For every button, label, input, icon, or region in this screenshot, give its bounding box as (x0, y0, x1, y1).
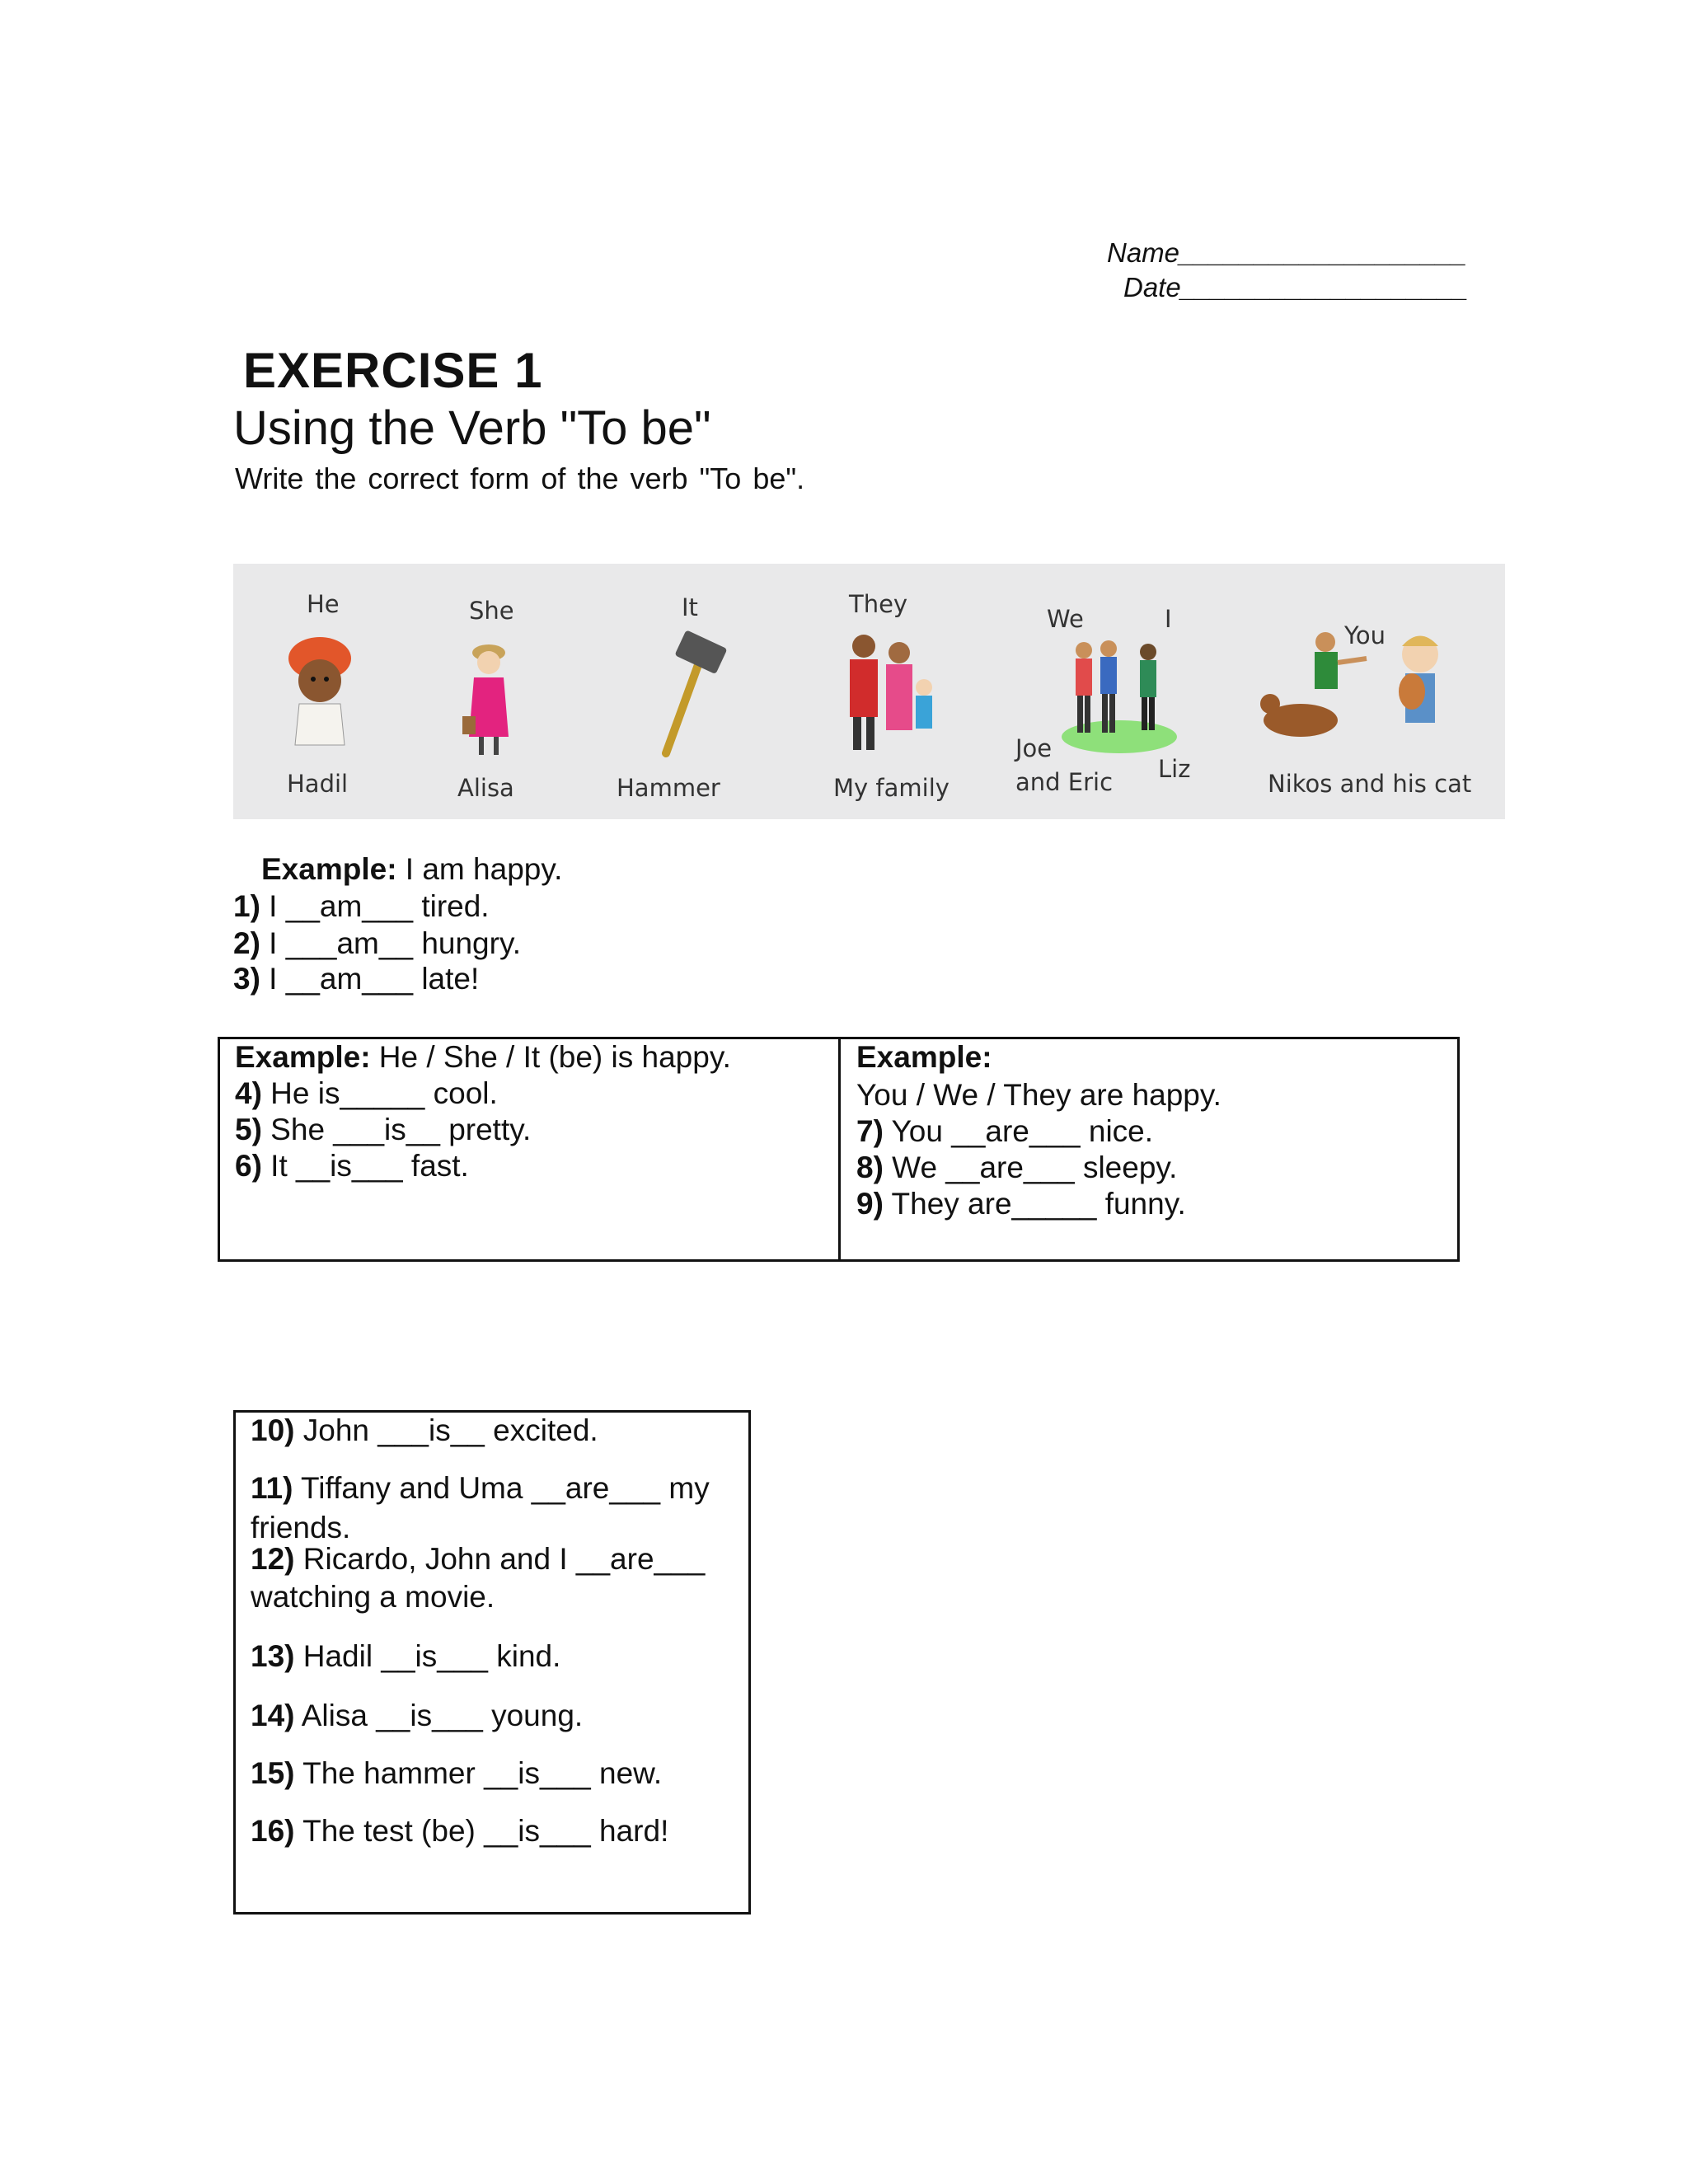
item-text: I ___am__ hungry. (260, 926, 521, 960)
item-number: 1) (233, 889, 260, 923)
item-text: I __am___ tired. (260, 889, 490, 923)
item-number: 5) (235, 1113, 262, 1146)
name-alisa: Alisa (457, 774, 514, 802)
item-15 (251, 1755, 662, 1792)
example-text: I am happy. (396, 852, 563, 886)
item-number: 6) (235, 1149, 262, 1183)
nikos-cat-illustration (1255, 626, 1478, 757)
example-text: He / She / It (be) is happy. (370, 1040, 731, 1074)
item-number: 11) (251, 1471, 293, 1505)
example-label: Example: (235, 1040, 371, 1074)
name-hadil: Hadil (287, 770, 349, 798)
item-number: 12) (251, 1542, 295, 1576)
example-1 (261, 851, 562, 888)
name-and-eric: and Eric (1015, 768, 1114, 796)
table-right-column (856, 1039, 1221, 1222)
example-left (235, 1039, 731, 1076)
item-text: She ___is__ pretty. (261, 1113, 532, 1146)
exercise-instruction: Write the correct form of the verb "To be". (235, 462, 805, 495)
hammer-illustration (633, 630, 740, 762)
item-7 (856, 1113, 1221, 1150)
item-text: John ___is__ excited. (294, 1413, 598, 1447)
item-text: The test (be) __is___ hard! (294, 1814, 669, 1848)
name-nikos-and-his-cat: Nikos and his cat (1268, 770, 1472, 798)
item-number: 7) (856, 1114, 884, 1148)
item-14 (251, 1698, 583, 1734)
table-divider (838, 1039, 841, 1259)
item-3 (233, 961, 479, 997)
pronoun-i: I (1165, 605, 1172, 633)
item-6 (235, 1148, 731, 1184)
picture-panel (233, 564, 1505, 819)
item-number: 14) (251, 1699, 295, 1732)
item-number: 13) (251, 1639, 295, 1673)
item-text: They are_____ funny. (883, 1187, 1186, 1221)
pronoun-it: It (682, 593, 698, 621)
item-9 (856, 1186, 1221, 1222)
name-liz: Liz (1158, 755, 1191, 783)
item-text: Tiffany and Uma __are___ my friends. (251, 1471, 710, 1544)
example-label: Example: (261, 852, 397, 886)
item-16 (251, 1813, 668, 1849)
item-text: We __are___ sleepy. (883, 1151, 1178, 1184)
name-field-label: Name___________________ (1107, 237, 1467, 268)
item-11 (251, 1469, 724, 1548)
name-hammer: Hammer (617, 774, 720, 802)
item-text: Alisa __is___ young. (294, 1699, 584, 1732)
name-my-family: My family (833, 774, 950, 802)
item-5 (235, 1112, 731, 1148)
pronoun-you: You (1344, 621, 1386, 649)
item-text: The hammer __is___ new. (294, 1756, 663, 1790)
exercise-title: EXERCISE 1 (243, 343, 543, 398)
item-number: 2) (233, 926, 260, 960)
item-number: 8) (856, 1151, 884, 1184)
item-number: 4) (235, 1076, 262, 1110)
item-number: 10) (251, 1413, 295, 1447)
girl-alisa-illustration (456, 638, 522, 762)
item-number: 16) (251, 1814, 295, 1848)
item-number: 3) (233, 962, 260, 996)
family-illustration (835, 630, 959, 762)
item-2 (233, 926, 521, 962)
item-text: Ricardo, John and I __are___ watching a movie. (251, 1542, 706, 1614)
table-left-column (235, 1039, 731, 1184)
date-field-label: Date___________________ (1123, 272, 1469, 302)
pronoun-they: They (849, 590, 908, 618)
item-10 (251, 1413, 598, 1449)
exercise-subtitle: Using the Verb "To be" (233, 401, 711, 455)
item-8 (856, 1150, 1221, 1186)
item-text: He is_____ cool. (261, 1076, 498, 1110)
exercise-table (218, 1037, 1460, 1262)
item-number: 9) (856, 1187, 884, 1221)
item-12 (251, 1540, 724, 1616)
item-text: It __is___ fast. (261, 1149, 469, 1183)
example-right-text: You / We / They are happy. (856, 1078, 1221, 1112)
item-13 (251, 1638, 560, 1675)
boy-hadil-illustration (279, 630, 361, 753)
exercise-box-2 (233, 1410, 751, 1915)
item-number: 15) (251, 1756, 295, 1790)
pronoun-he: He (307, 590, 340, 618)
item-text: Hadil __is___ kind. (294, 1639, 561, 1673)
item-text: I __am___ late! (260, 962, 480, 996)
example-right-label: Example: (856, 1040, 992, 1074)
item-text: You __are___ nice. (883, 1114, 1154, 1148)
friends-illustration (1057, 634, 1181, 757)
pronoun-we: We (1047, 605, 1084, 633)
pronoun-she: She (469, 597, 514, 625)
name-joe: Joe (1015, 734, 1053, 762)
item-4 (235, 1076, 731, 1112)
item-1 (233, 888, 490, 925)
